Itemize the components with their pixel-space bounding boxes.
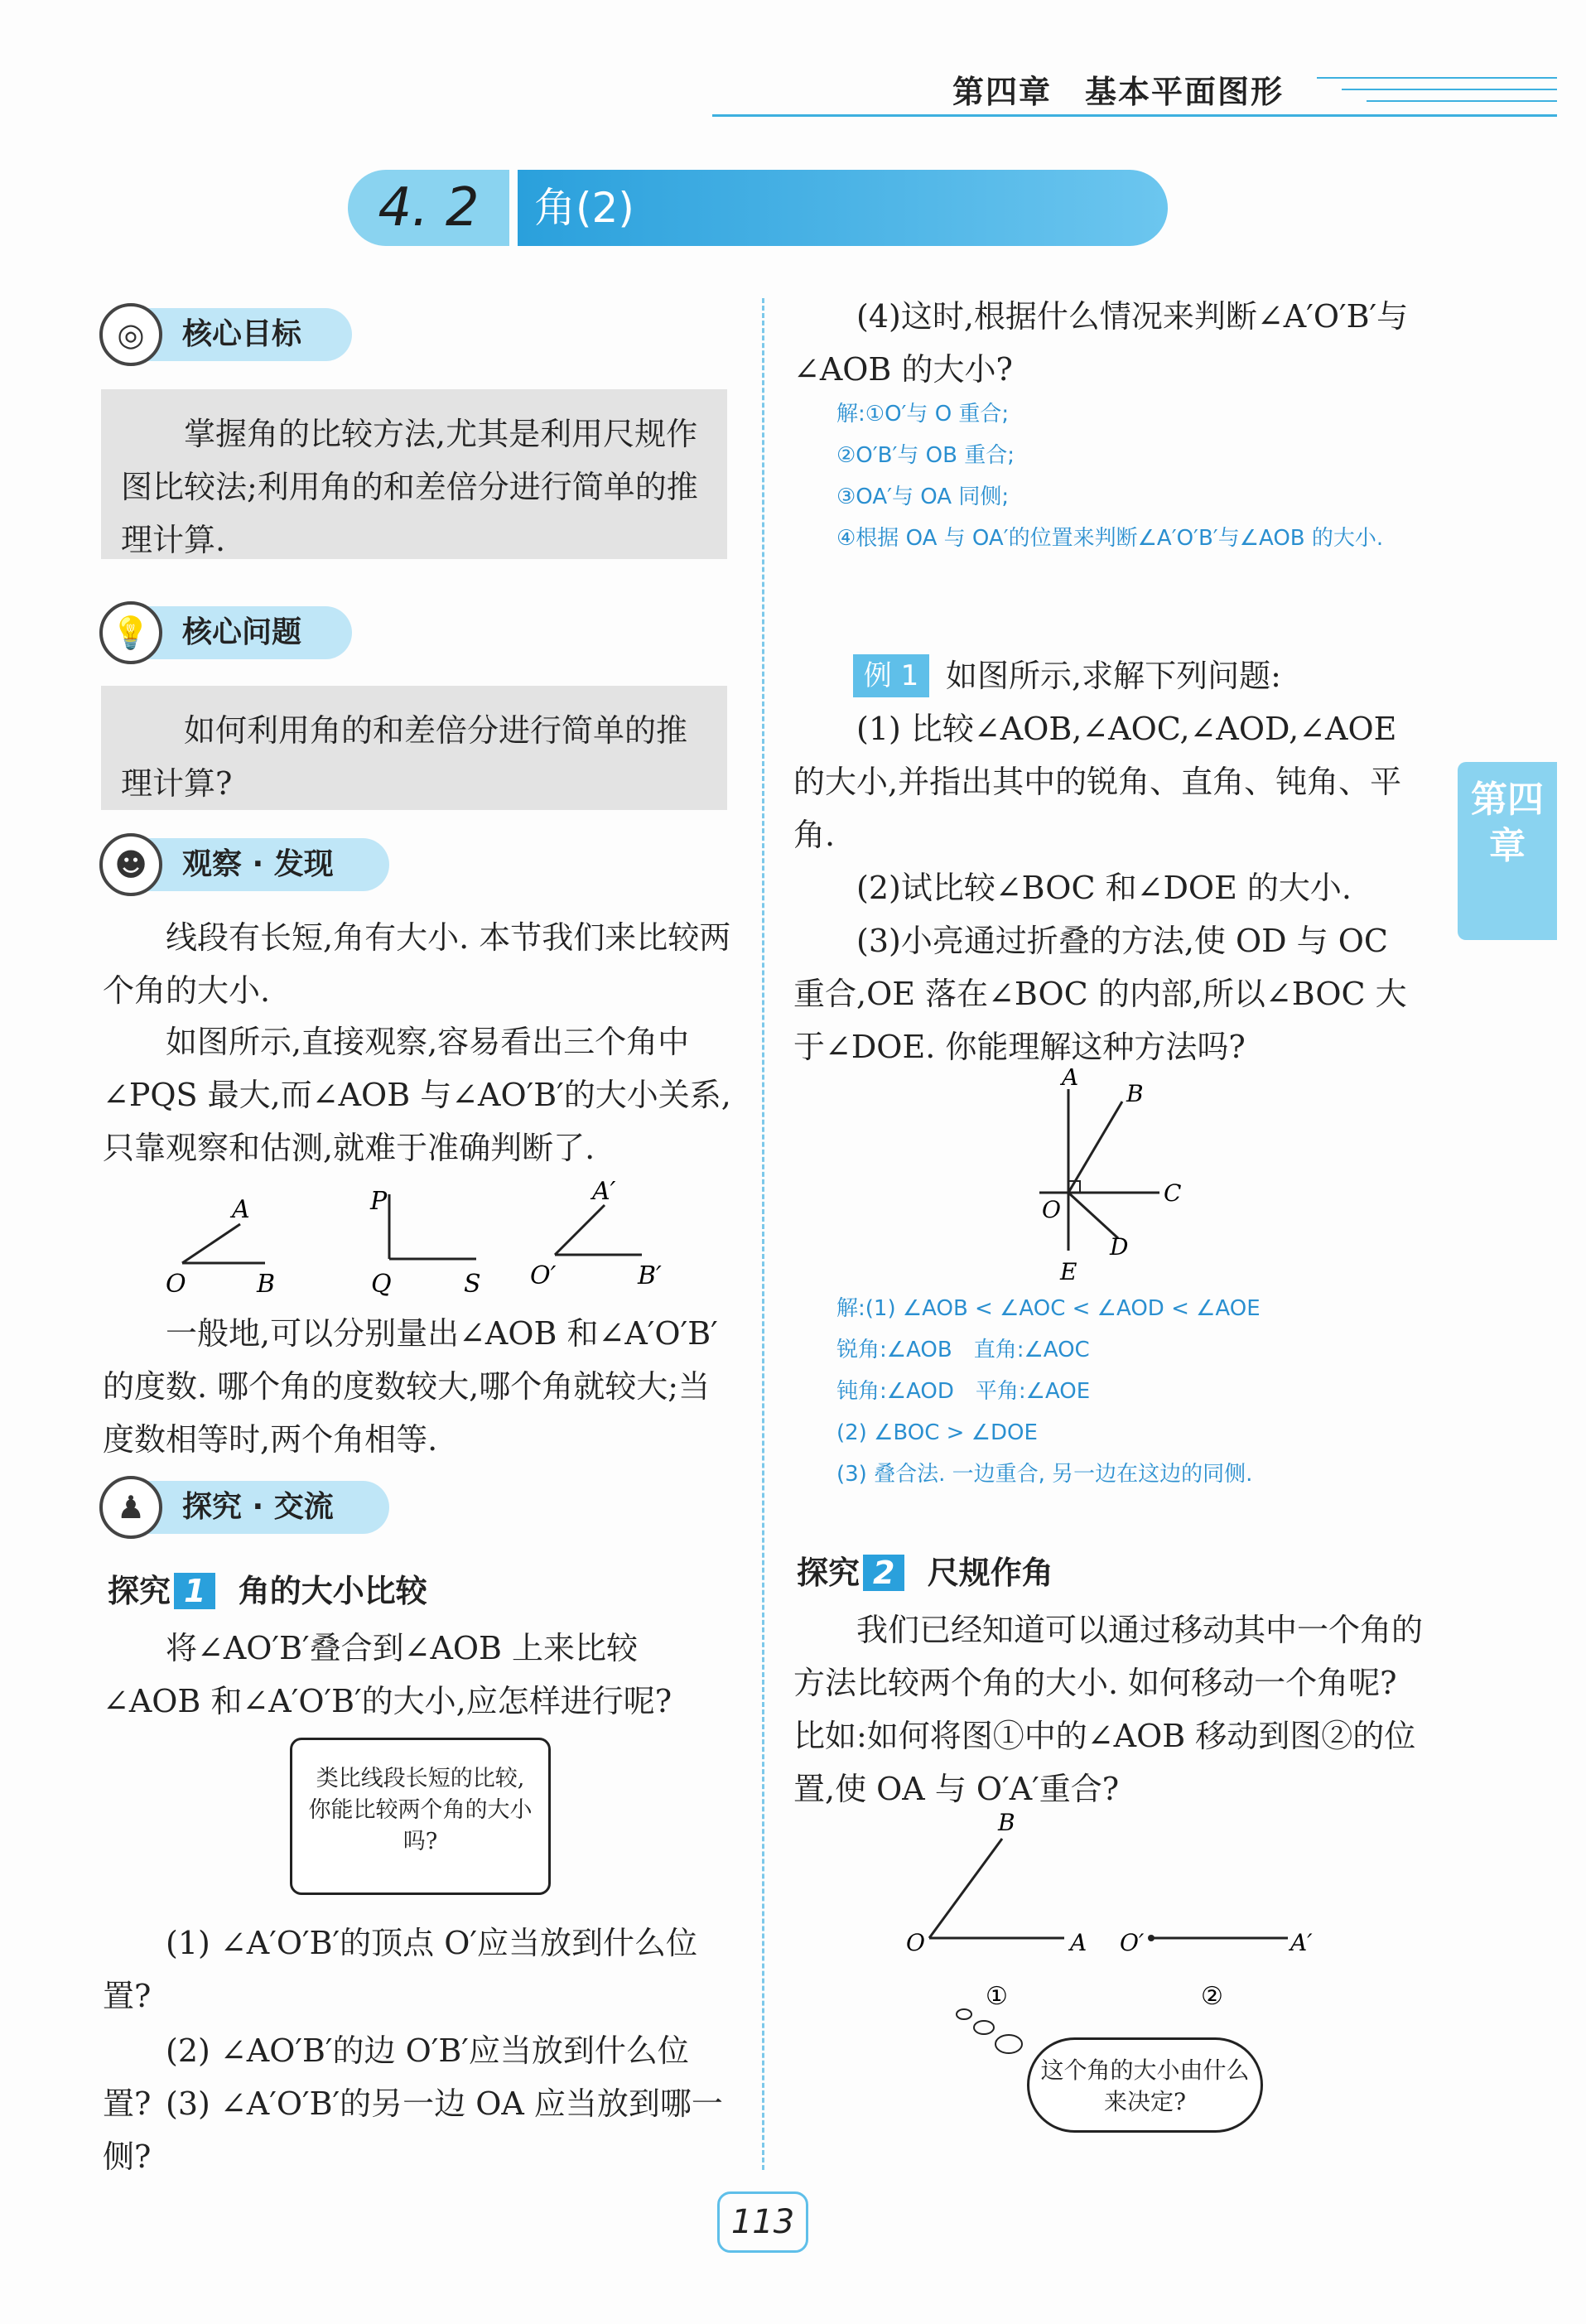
angle-aob [166,1195,275,1299]
explore-1-prefix: 探究 [108,1573,171,1609]
example-question-3: (3)小亮通过折叠的方法,使 OD 与 OC 重合,OE 落在∠BOC 的内部,所以∠BOC 大于∠DOE. 你能理解这种方法吗? [793,923,1407,1065]
explore-question-3: (3) ∠A′O′B′的另一边 OA 应当放到哪一侧? [103,2085,723,2175]
figure-2-label: ② [1201,1982,1223,2011]
label-o: O [906,1929,925,1956]
answer-line: ③OA′与 OA 同侧; [836,485,1010,509]
header-decor-lines [1317,68,1557,118]
label-o: O [1042,1196,1061,1223]
observe-paragraph-3: 一般地,可以分别量出∠AOB 和∠A′O′B′的度数. 哪个角的度数较大,哪个角就较大;当度数相等时,两个角相等. [103,1315,718,1458]
example-question-1: (1) 比较∠AOB,∠AOC,∠AOD,∠AOE 的大小,并指出其中的锐角、直角、钝角、平角. [793,711,1402,853]
explore-question-2: (2) ∠AO′B′的边 O′B′应当放到什么位置? [103,2032,689,2122]
label-b: B [1126,1080,1144,1107]
example-answer-block [836,1288,1433,1495]
explore-1-number: 1 [174,1573,215,1609]
column-divider [762,298,764,2170]
explore-2-paragraph: 我们已经知道可以通过移动其中一个角的方法比较两个角的大小. 如何移动一个角呢? 比如:如何将图①中的∠AOB 移动到图②的位置,使 OA 与 O′A′重合? [793,1612,1424,1807]
chapter-title: 第四章 基本平面图形 [952,74,1285,110]
angle-a2o2b2 [530,1177,662,1290]
observe-label: 观察 · 发现 [182,847,334,881]
thought-dots [952,2004,1035,2071]
label-d: D [1110,1233,1129,1261]
core-question-badge [99,606,352,659]
explore-1-paragraph: 将∠AO′B′叠合到∠AOB 上来比较∠AOB 和∠A′O′B′的大小,应怎样进行呢? [103,1630,672,1719]
lightbulb-icon: 💡 [99,601,162,664]
header-rule [712,114,1557,117]
angle-pqs [369,1187,481,1299]
explore-2-prefix: 探究 [797,1555,860,1591]
label-a: A [1062,1068,1079,1091]
answer-line: 锐角:∠AOB 直角:∠AOC [836,1338,1090,1362]
explore-question-1: (1) ∠A′O′B′的顶点 O′应当放到什么位置? [103,1925,698,2014]
core-goal-label: 核心目标 [182,317,302,351]
label-a-prime: A′ [1290,1929,1313,1956]
explore-1-title: 角的大小比较 [238,1573,427,1609]
core-goal-text: 掌握角的比较方法,尤其是利用尺规作图比较法;利用角的和差倍分进行简单的推理计算. [101,389,727,559]
section-number: 4. 2 [348,170,509,246]
explore-badge [99,1481,389,1534]
label-a: A [232,1195,250,1224]
reader-icon: ☻ [99,833,162,896]
thought-cloud: 这个角的大小由什么来决定? [1027,2037,1263,2133]
label-p: P [370,1187,388,1216]
explore-2-title: 尺规作角 [927,1555,1053,1591]
chapter-side-tab: 第四章 [1458,762,1557,940]
hint-bubble: 类比线段长短的比较,你能比较两个角的大小吗? [290,1738,551,1895]
observe-badge [99,838,389,891]
label-c: C [1164,1179,1182,1207]
label-b-prime: B′ [638,1261,662,1290]
explore-label: 探究 · 交流 [182,1490,334,1524]
answer-line: 解:(1) ∠AOB < ∠AOC < ∠AOD < ∠AOE [836,1296,1261,1321]
answer-block-1 [836,393,1433,559]
target-icon: ◎ [99,303,162,366]
three-angles-figure [149,1176,712,1300]
explore-2-number: 2 [863,1555,904,1591]
figure-1-label: ① [986,1982,1008,2011]
label-a: A [1070,1929,1087,1956]
observe-paragraph-1: 线段有长短,角有大小. 本节我们来比较两个角的大小. [103,919,731,1009]
label-b: B [998,1810,1015,1836]
label-s: S [464,1270,481,1299]
explore-1-heading [108,1565,427,1611]
copy-angle-figure [894,1810,1342,2017]
example-intro: 如图所示,求解下列问题: [946,658,1281,694]
example-question-2: (2)试比较∠BOC 和∠DOE 的大小. [856,870,1352,906]
answer-line: (2) ∠BOC > ∠DOE [836,1420,1038,1445]
label-a-prime: A′ [592,1177,616,1206]
group-icon: ♟ [99,1476,162,1539]
label-q: Q [371,1270,392,1299]
answer-line: 钝角:∠AOD 平角:∠AOE [836,1379,1091,1404]
observe-paragraph-2: 如图所示,直接观察,容易看出三个角中∠PQS 最大,而∠AOB 与∠AO′B′的大小关系,只靠观察和估测,就难于准确判断了. [103,1024,731,1166]
label-o: O [166,1270,186,1299]
page-number: 113 [717,2191,808,2253]
rays-figure [1019,1068,1201,1284]
answer-line: ②O′B′与 OB 重合; [836,443,1015,468]
example-1-tag: 例 1 [853,654,929,697]
section-title: 角(2) [518,170,1168,246]
explore-2-heading [797,1547,1053,1593]
core-goal-badge [99,308,352,361]
answer-line: ④根据 OA 与 OA′的位置来判断∠A′O′B′与∠AOB 的大小. [836,526,1384,551]
core-question-text: 如何利用角的和差倍分进行简单的推理计算? [101,686,727,810]
core-question-label: 核心问题 [182,615,302,649]
label-o-prime: O′ [530,1261,557,1290]
label-o-prime: O′ [1120,1929,1145,1956]
label-e: E [1060,1258,1077,1284]
label-b: B [257,1270,276,1299]
page-header [712,66,1557,116]
answer-line: 解:①O′与 O 重合; [836,402,1010,427]
section-title-band [348,170,1168,246]
answer-line: (3) 叠合法. 一边重合, 另一边在这边的同侧. [836,1462,1253,1487]
question-4: (4)这时,根据什么情况来判断∠A′O′B′与∠AOB 的大小? [793,298,1409,388]
